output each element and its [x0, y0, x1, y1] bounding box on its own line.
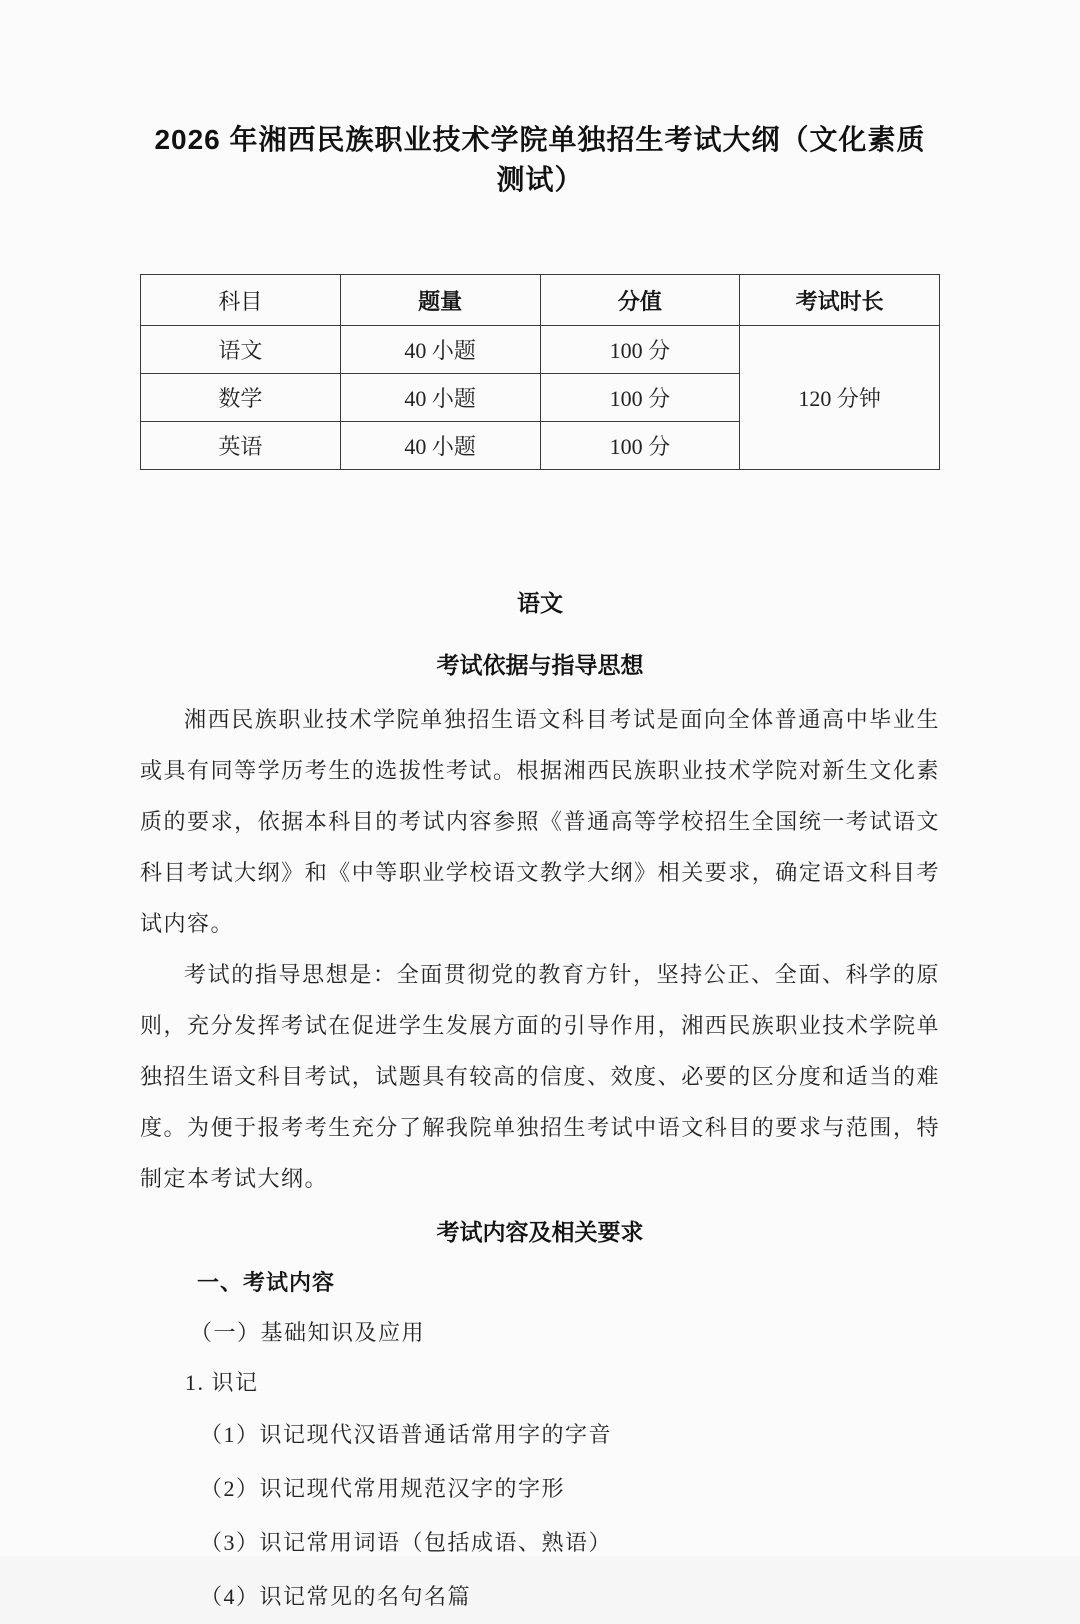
outline-level1-exam-content: 一、考试内容 — [197, 1270, 336, 1295]
cell-score: 100 分 — [540, 326, 740, 374]
cell-subject: 英语 — [141, 422, 341, 470]
paragraph-exam-basis: 湘西民族职业技术学院单独招生语文科目考试是面向全体普通高中毕业生或具有同等学历考生的选拔性考试。根据湘西民族职业技术学院对新生文化素质的要求，依据本科目的考试内容参照《普通高等学校招生全国统一考试语文科目考试大纲》和《中等职业学校语文教学大纲》相关要求，确定语文科目考试内容。 — [140, 707, 940, 936]
document-content — [140, 0, 940, 1624]
cell-subject: 语文 — [141, 326, 341, 374]
outline-item-4: （4）识记常见的名句名篇 — [200, 1584, 472, 1609]
cell-score: 100 分 — [540, 422, 740, 470]
table-header-score: 分值 — [540, 275, 740, 326]
table-row-chinese — [141, 326, 940, 374]
outline-level2-basic-knowledge: （一）基础知识及应用 — [190, 1320, 426, 1345]
table-header-row — [141, 275, 940, 326]
outline-level3-memorization: 1. 识记 — [185, 1370, 259, 1395]
cell-quantity: 40 小题 — [340, 374, 540, 422]
table-header-subject: 科目 — [141, 275, 341, 326]
cell-score: 100 分 — [540, 374, 740, 422]
subject-section-title: 语文 — [517, 590, 563, 616]
basis-heading: 考试依据与指导思想 — [436, 652, 644, 678]
cell-quantity: 40 小题 — [340, 326, 540, 374]
document-title: 2026 年湘西民族职业技术学院单独招生考试大纲（文化素质测试） — [154, 124, 926, 195]
content-requirements-heading: 考试内容及相关要求 — [436, 1219, 644, 1245]
table-header-quantity: 题量 — [340, 275, 540, 326]
table-header-duration: 考试时长 — [740, 275, 940, 326]
exam-structure-table — [140, 274, 940, 470]
cell-quantity: 40 小题 — [340, 422, 540, 470]
cell-subject: 数学 — [141, 374, 341, 422]
paragraph-guiding-principles: 考试的指导思想是：全面贯彻党的教育方针，坚持公正、全面、科学的原则，充分发挥考试在促进学生发展方面的引导作用，湘西民族职业技术学院单独招生语文科目考试，试题具有较高的信度、效度、必要的区分度和适当的难度。为便于报考考生充分了解我院单独招生考试中语文科目的要求与范围，特制定本考试大纲。 — [140, 962, 940, 1191]
cell-duration-merged: 120 分钟 — [740, 326, 940, 470]
outline-item-2: （2）识记现代常用规范汉字的字形 — [200, 1476, 566, 1501]
outline-item-1: （1）识记现代汉语普通话常用字的字音 — [200, 1422, 613, 1447]
outline-item-3: （3）识记常用词语（包括成语、熟语） — [200, 1530, 613, 1555]
